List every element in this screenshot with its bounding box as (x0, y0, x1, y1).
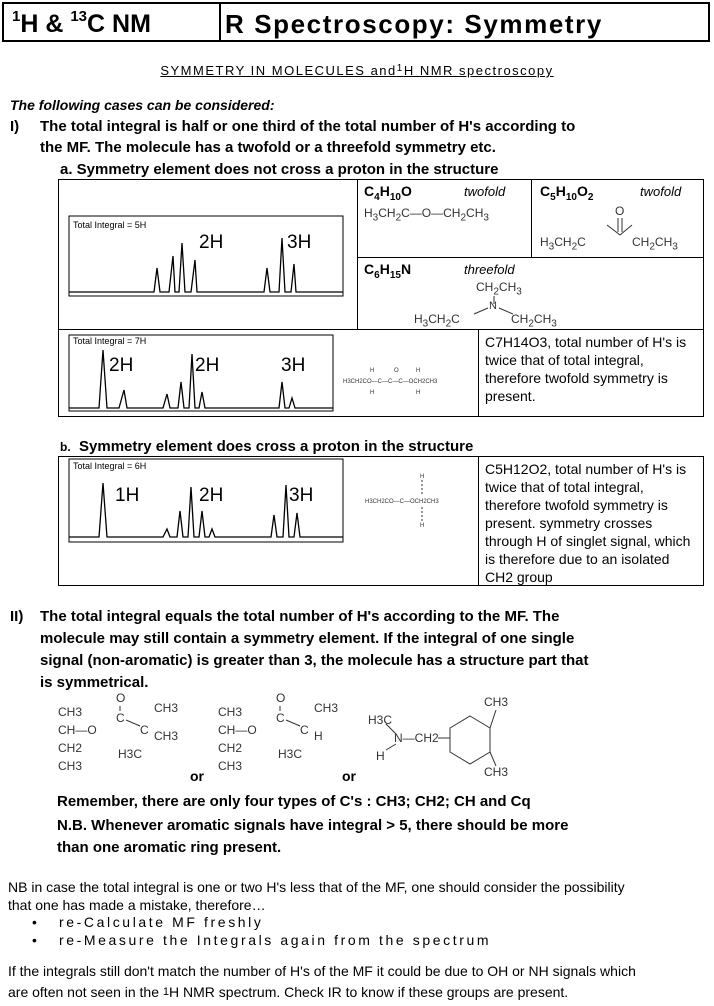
or-label-2: or (342, 768, 356, 784)
svg-text:H3CH2CO—C—C—C—OCH2CH3: H3CH2CO—C—C—C—OCH2CH3 (343, 379, 438, 385)
svg-text:CH3: CH3 (154, 729, 179, 743)
svg-text:CH3: CH3 (484, 695, 509, 709)
case1-b-text: Symmetry element does cross a proton in the structure (79, 438, 474, 455)
svg-text:CH3: CH3 (58, 759, 83, 773)
table-a-spectrum1-cell (58, 179, 358, 330)
svg-text:CH3: CH3 (314, 701, 339, 715)
mol2-formula: $C_5H_{10}O_2$ (540, 183, 594, 203)
svg-text:H: H (370, 390, 375, 396)
svg-text:H: H (420, 474, 425, 480)
case2-line4: is symmetrical. (40, 674, 149, 691)
mol3-formula: $C_6H_{15}N$ (364, 261, 412, 281)
footer-last-line1: If the integrals still don't match the number of H's of the MF it could be due to OH or NH signals which (8, 963, 636, 979)
spectrum2-peak-3h: 3H (281, 355, 306, 376)
footer-nb-line1: NB in case the total integral is one or two H's less that of the MF, one should consider the possibility (8, 879, 625, 895)
case2-number: II) (10, 608, 24, 625)
svg-text:CH3: CH3 (58, 705, 83, 719)
svg-text:H: H (416, 390, 421, 396)
mol3-symmetry: threefold (464, 262, 515, 277)
mol2-oxygen: O (615, 204, 625, 218)
table-a-mol2-cell (531, 179, 704, 258)
mol3-right: $CH_2CH_3$ (511, 312, 557, 330)
title-sup-13: 13 (70, 8, 88, 25)
bullet-2-text: re-Measure the Integrals again from the spectrum (58, 932, 492, 948)
nb-aromatic-line1: N.B. Whenever aromatic signals have integral > 5, there should be more (57, 817, 569, 834)
footer-last-post: H NMR spectrum. Check IR to know if these groups are present. (169, 984, 569, 1000)
intro-text: The following cases can be considered: (10, 97, 275, 113)
table-a-mol1-cell (357, 179, 532, 258)
svg-text:H3C: H3C (118, 747, 143, 761)
svg-text:H: H (376, 749, 385, 763)
bullet-1-text: re-Calculate MF freshly (58, 914, 264, 930)
spectrum2-peak-2h-a: 2H (109, 355, 134, 376)
case1-b-heading (60, 436, 473, 458)
case2-line1: The total integral equals the total number of H's according to the MF. The (40, 608, 560, 625)
spectrum3 (59, 457, 480, 587)
svg-text:H3C: H3C (368, 713, 393, 727)
case2-line3: signal (non-aromatic) is greater than 3, the molecule has a structure part that (40, 652, 589, 669)
svg-text:CH—O: CH—O (218, 723, 257, 737)
mol1-formula: $C_4H_{10}O$ (364, 183, 412, 203)
subtitle-pre: SYMMETRY IN MOLECULES and (160, 63, 397, 78)
subtitle (0, 63, 714, 78)
footer-nb-line2: that one has made a mistake, therefore… (8, 897, 266, 913)
spectrum3-peak-3h: 3H (289, 485, 314, 506)
svg-text:C: C (116, 711, 125, 725)
case1-number: I) (10, 118, 20, 135)
svg-text:H: H (420, 523, 425, 529)
mol4-description: C7H14O3, total number of H's is twice that of total integral, therefore twofold symmetry is present. (485, 334, 687, 404)
case2-structures (50, 690, 550, 790)
subtitle-post: H NMR spectroscopy (403, 63, 554, 78)
svg-text:CH3: CH3 (484, 765, 509, 779)
mol2-right: $CH_2CH_3$ (632, 235, 678, 253)
bullet-2: • re-Measure the Integrals again from the spectrum (32, 932, 492, 948)
case1-line1: The total integral is half or one third of the total number of H's according to (40, 118, 576, 135)
remember-note: Remember, there are only four types of C's : CH3; CH2; CH and Cq (57, 793, 531, 810)
svg-text:O: O (116, 691, 126, 705)
subtitle-sup: 1 (396, 63, 404, 74)
case2-line2: molecule may still contain a symmetry element. If the integral of one single (40, 630, 575, 647)
footer-last-pre: are often not seen in the (8, 984, 163, 1000)
spectrum2-peak-2h-b: 2H (195, 355, 220, 376)
case1-a-heading: a. Symmetry element does not cross a proton in the structure (60, 161, 499, 178)
svg-text:CH3: CH3 (218, 759, 243, 773)
svg-text:C: C (300, 723, 309, 737)
svg-text:O: O (276, 691, 286, 705)
mol1-structure: $H_3CH_2C—O—CH_2CH_3$ (364, 206, 489, 224)
svg-text:H: H (314, 729, 323, 743)
svg-text:H: H (370, 368, 375, 374)
title-sup-1: 1 (12, 8, 21, 25)
title-right: R Spectroscopy: Symmetry (225, 9, 603, 39)
mol3-top: $CH_2CH_3$ (476, 280, 522, 298)
svg-text:C: C (140, 723, 149, 737)
table-b-text-cell (478, 456, 704, 586)
mol1-symmetry: twofold (464, 184, 506, 199)
mol3-nitrogen: N (489, 300, 497, 312)
spectrum1-label: Total Integral = 5H (73, 220, 147, 230)
case1-b-letter: b. (60, 440, 71, 454)
mol2-left: $H_3CH_2C$ (540, 235, 586, 253)
spectrum1 (59, 180, 359, 331)
svg-text:H3CH2CO—C—OCH2CH3: H3CH2CO—C—OCH2CH3 (365, 499, 439, 505)
spectrum3-peak-1h: 1H (115, 485, 140, 506)
footer-last-sup: 1 (162, 986, 170, 998)
table-a-mol4-text-cell (478, 329, 704, 417)
nb-aromatic-line2: than one aromatic ring present. (57, 839, 282, 856)
svg-text:O: O (394, 368, 399, 374)
svg-text:CH2: CH2 (218, 741, 243, 755)
svg-text:H: H (416, 368, 421, 374)
bullet-1: • re-Calculate MF freshly (32, 914, 264, 930)
svg-text:CH2: CH2 (58, 741, 83, 755)
svg-text:CH3: CH3 (154, 701, 179, 715)
title-left (4, 4, 221, 40)
title-mid: H & (20, 10, 71, 38)
svg-text:C: C (276, 711, 285, 725)
svg-text:N—CH2: N—CH2 (394, 731, 439, 745)
case1-line2: the MF. The molecule has a twofold or a threefold symmetry etc. (40, 139, 496, 156)
spectrum1-peak-3h: 3H (287, 232, 312, 253)
or-label-1: or (190, 768, 204, 784)
spectrum3-peak-2h: 2H (199, 485, 224, 506)
svg-text:CH3: CH3 (218, 705, 243, 719)
table-b-description: C5H12O2, total number of H's is twice that of total integral, therefore twofold symmetry is present. symmetry crosses through H of singlet signal, which is therefore due to an isolated CH2 group (485, 461, 691, 585)
svg-text:CH—O: CH—O (58, 723, 97, 737)
mol3-left: $H_3CH_2C$ (414, 312, 460, 330)
mol2-symmetry: twofold (640, 184, 682, 199)
spectrum1-peak-2h: 2H (199, 232, 224, 253)
spectrum3-label: Total Integral = 6H (73, 461, 147, 471)
table-b-spectrum-cell (58, 456, 479, 586)
svg-text:H3C: H3C (278, 747, 303, 761)
table-a-mol3-cell (357, 257, 704, 330)
table-a-spectrum2-cell (58, 329, 479, 417)
title-end: C NM (87, 10, 151, 38)
title-box (2, 2, 710, 42)
spectrum2-label: Total Integral = 7H (73, 336, 147, 346)
footer-last-line2 (8, 983, 568, 1002)
